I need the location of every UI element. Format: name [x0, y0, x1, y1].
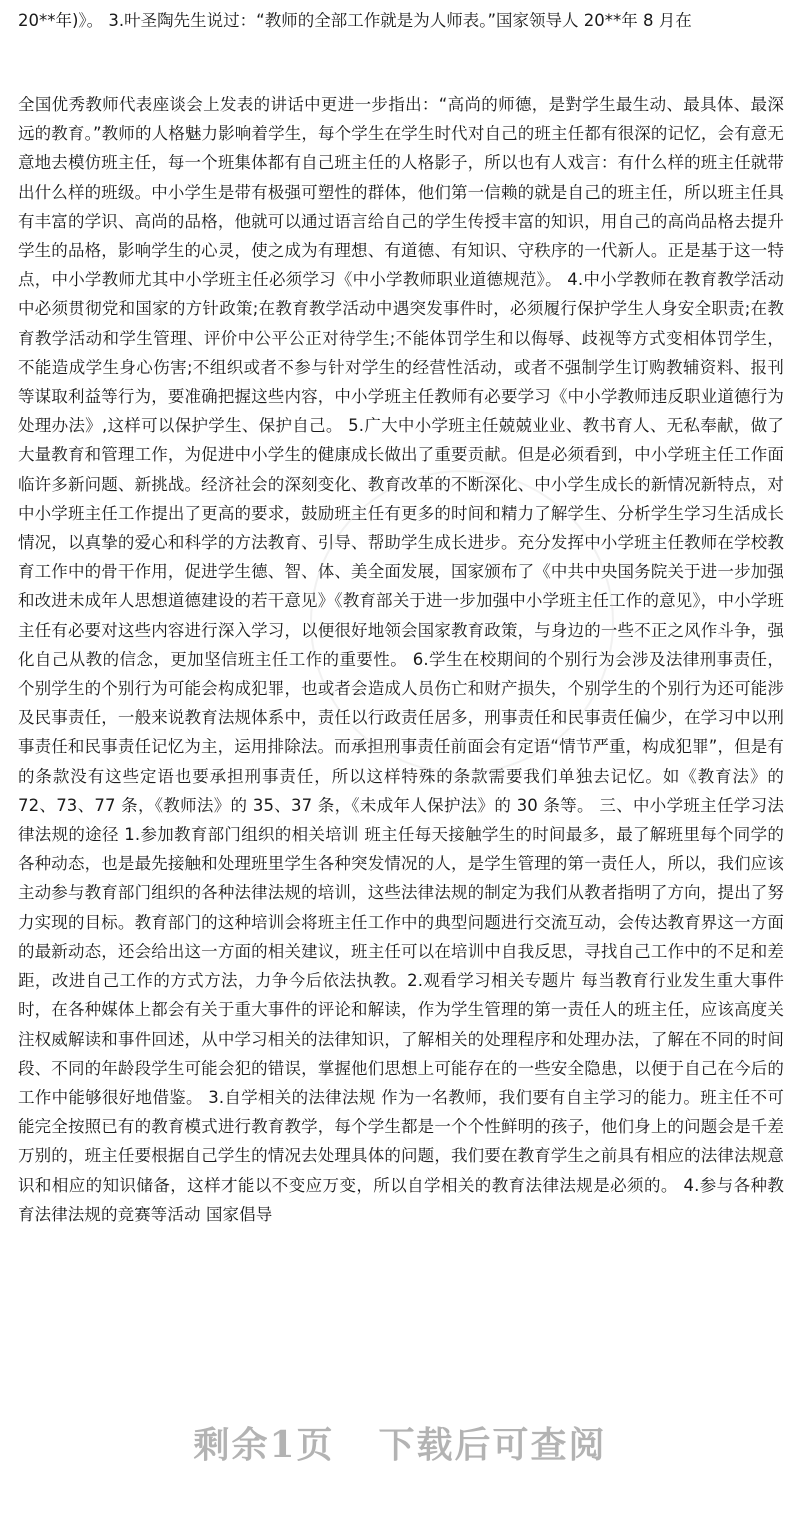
cut-off-line: [18, 4, 784, 8]
remaining-pages-banner[interactable]: [0, 1400, 800, 1490]
remaining-pages-label: 剩余1页: [193, 1424, 335, 1466]
download-prompt-label[interactable]: 下载后可查阅: [378, 1424, 607, 1466]
document-body: [18, 90, 784, 1229]
body-paragraph: 全国优秀教师代表座谈会上发表的讲话中更进一步指出：“高尚的师德，是對学生最生动、最具体、最深远的教育。”教师的人格魅力影响着学生，每个学生在学生时代对自己的班主任都有很深的记忆，会有意无意地去模仿班主任，每一个班集体都有自己班主任的人格影子，所以也有人戏言：有什么样的班主任就带出什么样的班级。中小学生是带有极强可塑性的群体，他们第一信赖的就是自己的班主任，所以班主任具有丰富的学识、高尚的品格，他就可以通过语言给自己的学生传授丰富的知识，用自己的高尚品格去提升学生的品格，影响学生的心灵，使之成为有理想、有道德、有知识、守秩序的一代新人。正是基于这一特点，中小学教师尤其中小学班主任必须学习《中小学教师职业道德规范》。 4.中小学教师在教育教学活动中必须贯彻党和国家的方针政策;在教育教学活动中遇突发事件时，必须履行保护学生人身安全职责;在教育教学活动和学生管理、评价中公平公正对待学生;不能体罚学生和以侮辱、歧视等方式变相体罚学生，不能造成学生身心伤害;不组织或者不参与针对学生的经营性活动，或者不强制学生订购教辅资料、报刊等谋取利益等行为，要准确把握这些内容，中小学班主任教师有必要学习《中小学教师违反职业道德行为处理办法》,这样可以保护学生、保护自己。 5.广大中小学班主任兢兢业业、教书育人、无私奉献，做了大量教育和管理工作，为促进中小学生的健康成长做出了重要贡献。但是必须看到，中小学班主任工作面临许多新问题、新挑战。经济社会的深刻变化、教育改革的不断深化、中小学生成长的新情况新特点，对中小学班主任工作提出了更高的要求，鼓励班主任有更多的时间和精力了解学生、分析学生学习生活成长情况，以真挚的爱心和科学的方法教育、引导、帮助学生成长进步。充分发挥中小学班主任教师在学校教育工作中的骨干作用，促进学生德、智、体、美全面发展，国家颁布了《中共中央国务院关于进一步加强和改进未成年人思想道德建设的若干意见》《教育部关于进一步加强中小学班主任工作的意见》，中小学班主任有必要对这些内容进行深入学习，以便很好地领会国家教育政策，与身边的一些不正之风作斗争，强化自己从教的信念，更加坚信班主任工作的重要性。 6.学生在校期间的个别行为会涉及法律刑事责任，个别学生的个别行为可能会构成犯罪，也或者会造成人员伤亡和财产损失，个别学生的个别行为还可能涉及民事责任，一般来说教育法规体系中，责任以行政责任居多，刑事责任和民事责任偏少，在学习中以刑事责任和民事责任记忆为主，运用排除法。而承担刑事责任前面会有定语“情节严重，构成犯罪”，但是有的条款没有这些定语也要承担刑事责任，所以这样特殊的条款需要我们单独去记忆。如《教育法》的 72、73、77 条，《教师法》的 35、37 条，《未成年人保护法》的 30 条等。 三、中小学班主任学习法律法规的途径 1.参加教育部门组织的相关培训 班主任每天接触学生的时间最多，最了解班里每个同学的各种动态，也是最先接触和处理班里学生各种突发情况的人，是学生管理的第一责任人，所以，我们应该主动参与教育部门组织的各种法律法规的培训，这些法律法规的制定为我们从教者指明了方向，提出了努力实现的目标。教育部门的这种培训会将班主任工作中的典型问题进行交流互动，会传达教育界这一方面的最新动态，还会给出这一方面的相关建议，班主任可以在培训中自我反思，寻找自己工作中的不足和差距，改进自己工作的方式方法，力争今后依法执教。2.观看学习相关专题片 每当教育行业发生重大事件时，在各种媒体上都会有关于重大事件的评论和解读，作为学生管理的第一责任人的班主任，应该高度关注权威解读和事件回述，从中学习相关的法律知识，了解相关的处理程序和处理办法，了解在不同的时间段、不同的年龄段学生可能会犯的错误，掌握他们思想上可能存在的一些安全隐患，以便于自己在今后的工作中能够很好地借鉴。 3.自学相关的法律法规 作为一名教师，我们要有自主学习的能力。班主任不可能完全按照已有的教育模式进行教育教学，每个学生都是一个个性鲜明的孩子，他们身上的问题会是千差万别的，班主任要根据自己学生的情况去处理具体的问题，我们要在教育学生之前具有相应的法律法规意识和相应的知识储备，这样才能以不变应万变，所以自学相关的教育法律法规是必须的。 4.参与各种教育法律法规的竞赛等活动 国家倡导: [18, 95, 784, 1224]
top-line-text: 20**年)》。 3.叶圣陶先生说过：“教师的全部工作就是为人师表。”国家领导人 20**年 8 月在: [18, 11, 692, 30]
top-text-fragment: [18, 6, 784, 34]
